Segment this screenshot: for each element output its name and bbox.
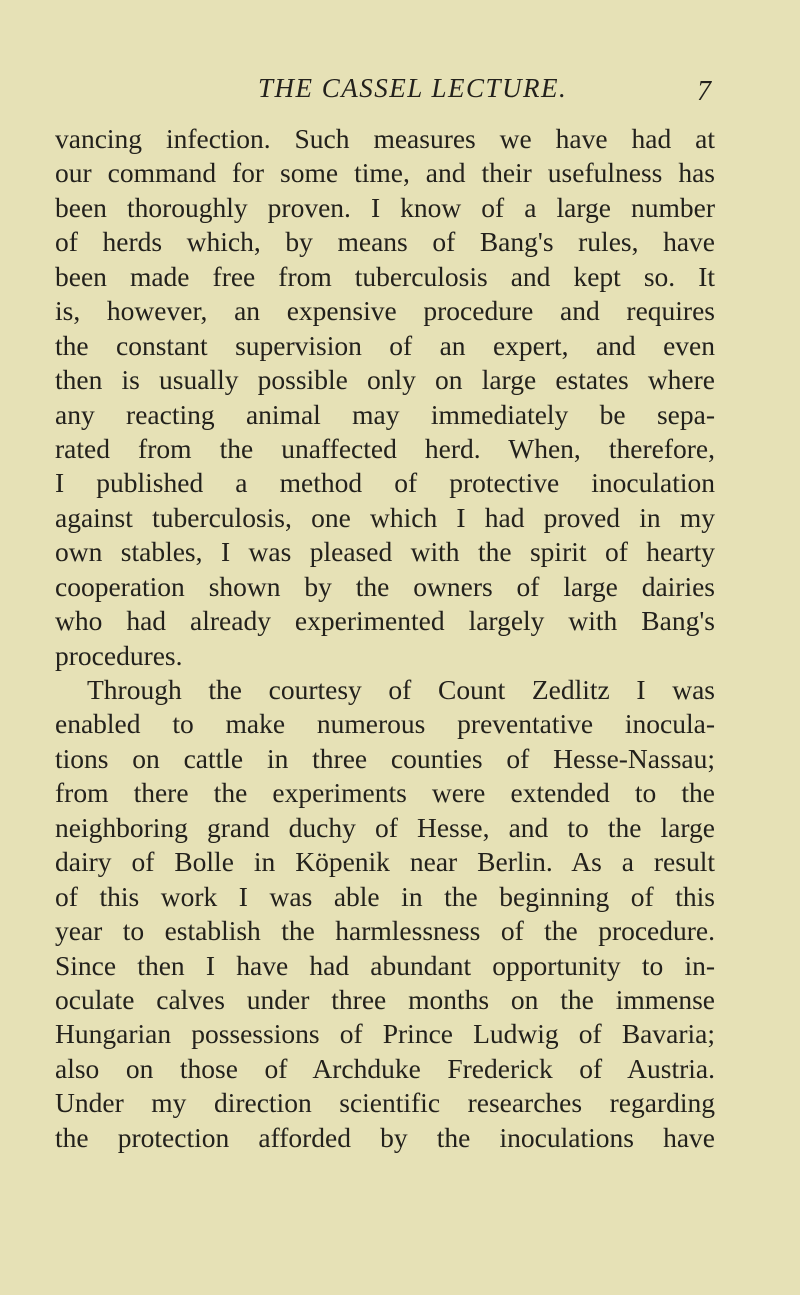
text-line: Hungarian possessions of Prince Ludwig of Bavaria; xyxy=(55,1018,715,1050)
text-line: tions on cattle in three counties of Hesse-Nassau; xyxy=(55,742,715,774)
running-head xyxy=(0,70,800,106)
text-line: any reacting animal may immediately be sepa- xyxy=(55,398,715,430)
text-line: Under my direction scientific researches regarding xyxy=(55,1087,715,1119)
text-line: from there the experiments were extended to the xyxy=(55,777,715,809)
text-line: against tuberculosis, one which I had proved in my xyxy=(55,501,715,533)
text-line: cooperation shown by the owners of large dairies xyxy=(55,570,715,602)
text-line: our command for some time, and their usefulness has xyxy=(55,157,715,189)
running-head-title: THE CASSEL LECTURE. xyxy=(258,73,568,103)
text-line: also on those of Archduke Frederick of Austria. xyxy=(55,1052,715,1084)
text-line: been thoroughly proven. I know of a large number xyxy=(55,191,715,223)
text-line: of herds which, by means of Bang's rules, have xyxy=(55,226,715,258)
body-text xyxy=(55,122,715,1155)
text-line: the constant supervision of an expert, and even xyxy=(55,329,715,361)
text-line: dairy of Bolle in Köpenik near Berlin. As a result xyxy=(55,846,715,878)
text-line: neighboring grand duchy of Hesse, and to the large xyxy=(55,811,715,843)
text-line: enabled to make numerous preventative inocula- xyxy=(55,708,715,740)
text-line: of this work I was able in the beginning of this xyxy=(55,880,715,912)
text-line: is, however, an expensive procedure and requires xyxy=(55,295,715,327)
text-line: Since then I have had abundant opportunity to in- xyxy=(55,949,715,981)
text-line: year to establish the harmlessness of the procedure. xyxy=(55,915,715,947)
text-line: the protection afforded by the inoculations have xyxy=(55,1121,715,1153)
text-line: I published a method of protective inoculation xyxy=(55,467,715,499)
text-line: vancing infection. Such measures we have had at xyxy=(55,123,715,154)
text-line: procedures. xyxy=(55,639,183,671)
text-line: Through the courtesy of Count Zedlitz I was xyxy=(87,674,715,705)
text-line: who had already experimented largely with Bang's xyxy=(55,605,715,637)
text-line: own stables, I was pleased with the spirit of hearty xyxy=(55,536,715,568)
text-line: been made free from tuberculosis and kept so. It xyxy=(55,260,715,292)
text-line: oculate calves under three months on the immense xyxy=(55,983,715,1015)
page-number: 7 xyxy=(697,76,711,107)
text-line: rated from the unaffected herd. When, therefore, xyxy=(55,432,715,464)
text-line: then is usually possible only on large estates where xyxy=(55,364,715,396)
